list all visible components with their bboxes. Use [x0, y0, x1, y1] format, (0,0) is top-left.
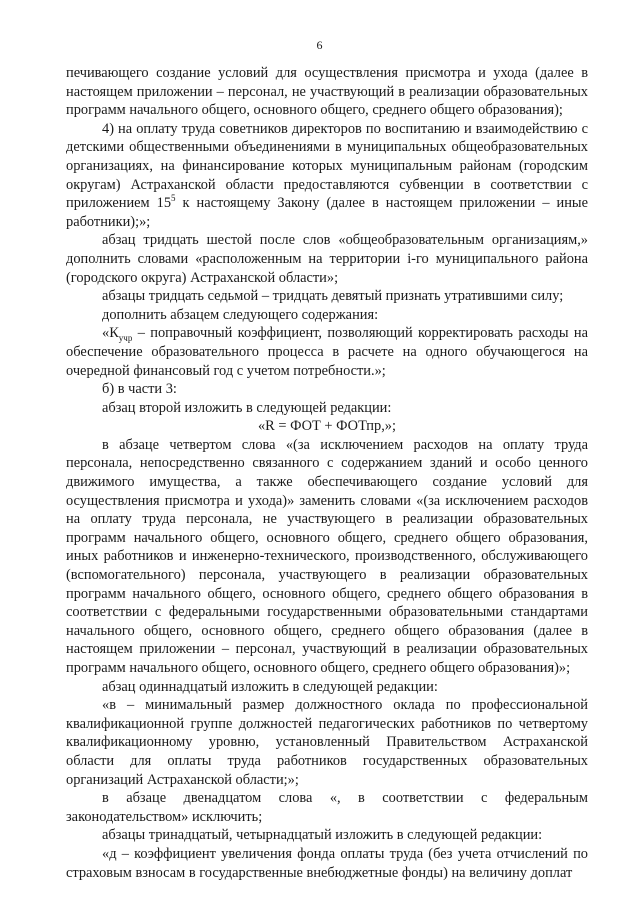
paragraph: абзацы тринадцатый, четырнадцатый изложить в следующей редакции: — [102, 827, 543, 844]
paragraph: в абзаце двенадцатом слова «, в соответствии с федеральным законодательством» исключить; — [66, 790, 588, 825]
subscript: учр — [118, 333, 133, 344]
superscript: 5 — [171, 193, 176, 204]
formula: «R = ФОТ + ФОТпр,»; — [257, 418, 396, 435]
paragraph-text: «К — [102, 325, 119, 342]
paragraph: абзацы тридцать седьмой – тридцать девятый признать утратившими силу; — [102, 288, 564, 305]
paragraph: абзац второй изложить в следующей редакции: — [102, 399, 392, 416]
document-body — [66, 64, 588, 882]
paragraph: «д – коэффициент увеличения фонда оплаты труда (без учета отчислений по страховым взносам в государственные внебюджетные фонды) на величину доплат — [66, 845, 588, 881]
paragraph: абзац тридцать шестой после слов «общеобразовательным организациям,» дополнить словами «расположенным на территории i-го муниципального района (городского округа) Астраханской области»; — [66, 232, 588, 286]
paragraph-text: – поправочный коэффициент, позволяющий корректировать расходы на обеспечение образовательного процесса в расчете на одного обучающегося на очередной финансовый год с учетом потребности.»; — [66, 325, 588, 379]
paragraph — [66, 324, 588, 380]
paragraph: б) в части 3: — [102, 381, 177, 398]
paragraph: дополнить абзацем следующего содержания: — [102, 306, 379, 323]
page-number: 6 — [316, 38, 323, 52]
paragraph: в абзаце четвертом слова «(за исключением расходов на оплату труда персонала, непосредственно связанного с содержанием зданий и особо ценного движимого имущества, а также обеспечивающего создание условий для осуществления присмотра и ухода)» заменить словами «(за исключением расходов на оплату труда персонала, не участвующего в реализации образовательных программ начального общего, основного общего, среднего общего образования, иных работников и инженерно-технического, производственного, обслуживающего (вспомогательного) персонала, участвующего в реализации образовательных программ начального общего, основного общего, среднего общего образования в соответствии с федеральными государственными образовательными стандартами начального общего, основного общего, среднего общего образования (далее в настоящем приложении – персонал, участвующий в реализации образовательных программ начального общего, основного общего, среднего общего образования)»; — [66, 436, 588, 676]
paragraph: «в – минимальный размер должностного оклада по профессиональной квалификационной группе должностей педагогических работников по четвертому квалификационному уровню, установленный Правительством Астраханской области для оплаты труда работников государственных образовательных организаций Астраханской области;»; — [66, 697, 588, 788]
paragraph: абзац одиннадцатый изложить в следующей редакции: — [102, 678, 438, 695]
paragraph — [66, 120, 588, 232]
paragraph-text: 4) на оплату труда советников директоров по воспитанию и взаимодействию с детскими общественными объединениями в муниципальных общеобразовательных организациях, на финансирование которых муниципальным районам (городским округам) Астраханской области предоставляются субвенции в соответствии с приложением 15 — [66, 120, 588, 212]
paragraph-text: к настоящему Закону (далее в настоящем приложении – иные работники);»; — [66, 195, 588, 230]
paragraph: печивающего создание условий для осуществления присмотра и ухода (далее в настоящем приложении – персонал, не участвующий в реализации образовательных программ начального общего, основного общего, среднего общего образования); — [66, 65, 588, 119]
